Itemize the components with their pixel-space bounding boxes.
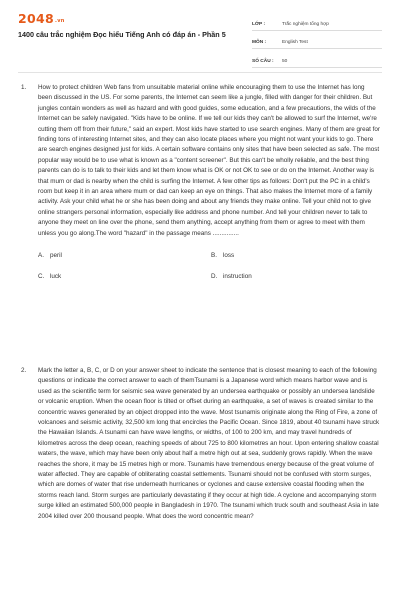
option-c[interactable] [38, 272, 61, 282]
option-text: peril [50, 252, 62, 260]
question-text: How to protect children Web fans from unsuitable material online while encouraging them to use the Internet has long been discussed in the US. For some parents, the Internet can seem like a jungle, filled with danger for their children. But jungles contain wonders as well as hazard and with good guides, some education, and a few precautions, the wilds of the Internet can be safely navigated. "Kids have to be online. If we tell our kids they can't be allowed to surf the Internet, we're cutting them off from their future," said an expert. Most kids have started to use search engines. Many of them are great for finding tons of interesting Internet sites, and they can also locate places where you might not want your kids to go. There are search engines designed just for kids. A certain software contains only sites that have been selected as safe. The most popular way would be to use what is known as a "content screener". But this can't be wholly reliable, and the best thing parents can do is to talk to their kids and let them know what is OK or not OK to see or do on the Internet. Another way is that mum or dad is nearby when the child is surfing the Internet. A few other tips as follows: Don't put the PC in a child's room but keep it in an area where mum or dad can keep an eye on things. That also makes the Internet more of a family activity. Ask your child what he or she has been doing and about any friends they make online. Tell your child not to give online strangers personal information, especially like address and phone number. And tell your children never to talk to anyone they meet on line over the phone, send them anything, accept anything from them or agree to meet with them unless you go along.The word "hazard" in the passage means ............... [38, 84, 380, 237]
meta-table [252, 12, 382, 68]
meta-row-subject [252, 31, 382, 50]
page-title: 1400 câu trắc nghiệm Đọc hiểu Tiếng Anh có đáp án - Phần 5 [18, 30, 226, 39]
meta-value: Trắc nghiệm tổng hợp [282, 21, 329, 27]
site-logo[interactable] [18, 11, 65, 26]
meta-value: English Test [282, 40, 308, 45]
option-letter: D. [211, 273, 218, 281]
question-1 [18, 83, 386, 287]
meta-value: 50 [282, 58, 288, 64]
meta-key: SỐ CÂU : [252, 58, 274, 64]
meta-row-count [252, 49, 382, 68]
header [0, 0, 400, 62]
question-number: 1. [21, 84, 27, 91]
option-letter: C. [38, 273, 45, 281]
logo-text: 2048 [18, 11, 54, 26]
meta-key: LỚP : [252, 21, 266, 27]
logo-suffix: .vn [55, 18, 65, 24]
option-b[interactable] [211, 251, 234, 261]
meta-key: MÔN : [252, 40, 267, 45]
question-number: 2. [21, 367, 27, 374]
header-divider [18, 72, 382, 73]
option-text: loss [223, 252, 235, 260]
option-a[interactable] [38, 251, 62, 261]
option-letter: B. [211, 252, 217, 260]
question-2 [18, 366, 386, 522]
question-text: Mark the letter a, B, C, or D on your answer sheet to indicate the sentence that is closest meaning to each of the following questions or indicate the correct answer to each of themTsunami is a Japanese word which means harbor wave and is used as the scientific term for seismic sea wave generated by an undersea earthquake or possibly an undersea landslide or volcanic eruption. When the ocean floor is tilted or offset during an earthquake, a set of waves is created similar to the concentric waves generated by an object dropped into the wave. Most tsunamis originate along the Ring of Fire, a zone of volcanoes and seismic activity, 32,500 km long that encircles the Pacific Ocean. Since 1819, about 40 tsunami have struck the Hawaiian Islands. A tsunami can have wave lengths, or widths, of 100 to 200 km, and may travel hundreds of kilometres across the deep ocean, reaching speeds of about 725 to 800 kilometres an hour. Upon entering shallow coastal waters, the wave, which may have been only about half a metre high out at sea, suddenly grows rapidly. When the wave reaches the shore, it may be 15 metres high or more. Tsunamis have tremendous energy because of the great volume of water affected. They are capable of obliterating coastal settlements. Tsunami should not be confused with storm surges, which are domes of water that rise underneath hurricanes or cyclones and cause extensive coastal flooding when the storms reach land. Storm surges are particularly devastating if they occur at high tide. A cyclone and accompanying storm surge killed an estimated 500,000 people in Bangladesh in 1970. The tsunami which truck south and southeast Asia in late 2004 killed over 200 thousand people. What does the word concentric mean? [38, 367, 380, 520]
option-text: luck [50, 273, 62, 281]
option-letter: A. [38, 252, 44, 260]
option-text: instruction [223, 273, 252, 281]
meta-row-class [252, 12, 382, 31]
option-d[interactable] [211, 272, 252, 282]
answer-options [38, 239, 386, 287]
